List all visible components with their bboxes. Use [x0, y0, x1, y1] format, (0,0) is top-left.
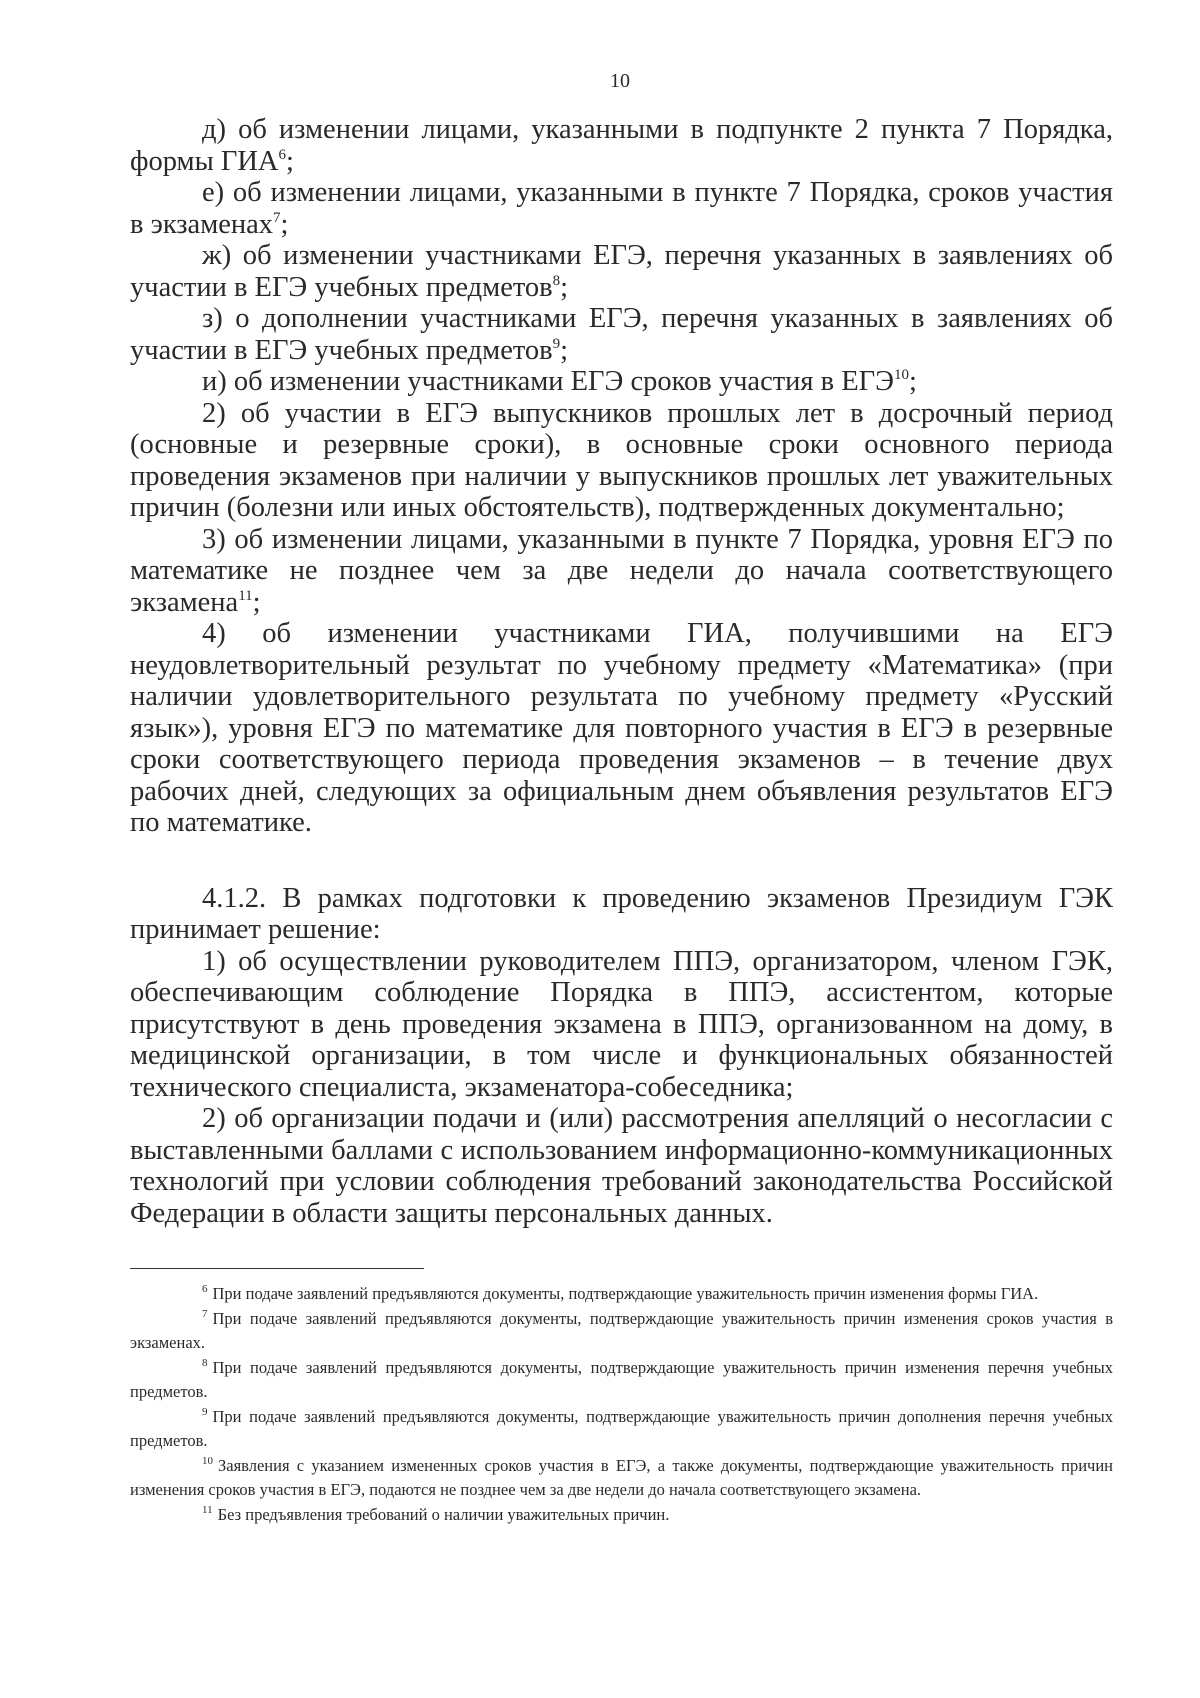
paragraph-d [130, 114, 1113, 177]
section-4-1-2-item-1: 1) об осуществлении руководителем ППЭ, организатором, членом ГЭК, обеспечивающим соблюдение Порядка в ППЭ, ассистентом, которые присутствуют в день проведения экзамена в ППЭ, организованном на дому, в медицинской организации, в том числе и функциональных обязанностей технического специалиста, экзаменатора-собеседника; [130, 945, 1113, 1103]
footnote-number: 10 [202, 1454, 213, 1467]
paragraph-end: ; [252, 586, 261, 618]
paragraph-2: 2) об участии в ЕГЭ выпускников прошлых лет в досрочный период (основные и резервные сроки), в основные сроки основного периода проведения экзаменов при наличии у выпускников прошлых лет уважительных причин (болезни или иных обстоятельств), подтвержденных документально; [130, 397, 1113, 523]
paragraph-text: и) об изменении участниками ЕГЭ сроков участия в ЕГЭ [202, 366, 894, 397]
footnote-ref[interactable]: 11 [238, 587, 253, 604]
paragraph-end: ; [285, 145, 294, 177]
paragraph-end: ; [280, 208, 289, 240]
section-4-1-2-item-2: 2) об организации подачи и (или) рассмотрения апелляций о несогласии с выставленными баллами с использованием информационно-коммуникационных технологий при условии соблюдения требований законодательства Российской Федерации в области защиты персональных данных. [130, 1103, 1113, 1229]
paragraph-end: ; [560, 271, 569, 303]
paragraph-3 [130, 524, 1113, 619]
paragraph-4: 4) об изменении участниками ГИА, получившими на ЕГЭ неудовлетворительный результат по учебному предмету «Математика» (при наличии удовлетворительного результата по учебному предмету «Русский язык»), уровня ЕГЭ по математике для повторного участия в ЕГЭ в резервные сроки соответствующего периода проведения экзаменов – в течение двух рабочих дней, следующих за официальным днем объявления результатов ЕГЭ по математике. [130, 618, 1113, 838]
footnote-6 [130, 1282, 1113, 1307]
footnote-number: 11 [202, 1503, 213, 1516]
paragraph-text: д) об изменении лицами, указанными в подпункте 2 пункта 7 Порядка, формы ГИА [130, 114, 1113, 177]
footnote-11 [130, 1503, 1113, 1528]
footnote-9 [130, 1405, 1113, 1454]
document-body [130, 114, 1113, 1229]
paragraph-text: з) о дополнении участниками ЕГЭ, перечня указанных в заявлениях об участии в ЕГЭ учебных предметов [130, 303, 1113, 366]
footnote-8 [130, 1356, 1113, 1405]
footnote-ref[interactable]: 8 [552, 272, 561, 289]
footnotes [130, 1282, 1113, 1527]
footnote-number: 7 [202, 1307, 208, 1320]
footnote-text: При подаче заявлений предъявляются документы, подтверждающие уважительность причин изменения сроков участия в экзаменах. [130, 1308, 1113, 1352]
footnote-7 [130, 1307, 1113, 1356]
footnote-10 [130, 1454, 1113, 1503]
footnote-text: Заявления с указанием измененных сроков участия в ЕГЭ, а также документы, подтверждающие уважительность причин изменения сроков участия в ЕГЭ, подаются не позднее чем за две недели до начала соответствующего экзамена. [130, 1455, 1113, 1499]
footnote-text: При подаче заявлений предъявляются документы, подтверждающие уважительность причин изменения формы ГИА. [212, 1284, 1039, 1303]
paragraph-end: ; [560, 334, 569, 366]
paragraph-zh [130, 240, 1113, 303]
paragraph-e [130, 177, 1113, 240]
footnote-text: При подаче заявлений предъявляются документы, подтверждающие уважительность причин изменения перечня учебных предметов. [130, 1357, 1113, 1401]
footnote-number: 6 [202, 1283, 208, 1295]
paragraph-text: 3) об изменении лицами, указанными в пункте 7 Порядка, уровня ЕГЭ по математике не позднее чем за две недели до начала соответствующего экзамена [130, 523, 1113, 618]
paragraph-z [130, 303, 1113, 366]
footnote-number: 9 [202, 1405, 208, 1418]
footnote-ref[interactable]: 7 [273, 209, 281, 226]
footnote-text: Без предъявления требований о наличии уважительных причин. [217, 1504, 670, 1524]
paragraph-i [130, 366, 1113, 398]
footnote-ref[interactable]: 10 [893, 367, 909, 383]
footnote-ref[interactable]: 6 [278, 146, 286, 163]
paragraph-text: ж) об изменении участниками ЕГЭ, перечня указанных в заявлениях об участии в ЕГЭ учебных предметов [130, 240, 1113, 303]
paragraph-text: е) об изменении лицами, указанными в пункте 7 Порядка, сроков участия в экзаменах [130, 177, 1113, 240]
section-4-1-2: 4.1.2. В рамках подготовки к проведению экзаменов Президиум ГЭК принимает решение: [130, 882, 1113, 945]
footnote-number: 8 [202, 1356, 208, 1369]
footnote-text: При подаче заявлений предъявляются документы, подтверждающие уважительность причин дополнения перечня учебных предметов. [130, 1406, 1113, 1450]
footnote-ref[interactable]: 9 [552, 335, 561, 352]
paragraph-end: ; [908, 366, 917, 397]
footnote-divider [130, 1268, 424, 1269]
page-number: 10 [610, 70, 630, 92]
